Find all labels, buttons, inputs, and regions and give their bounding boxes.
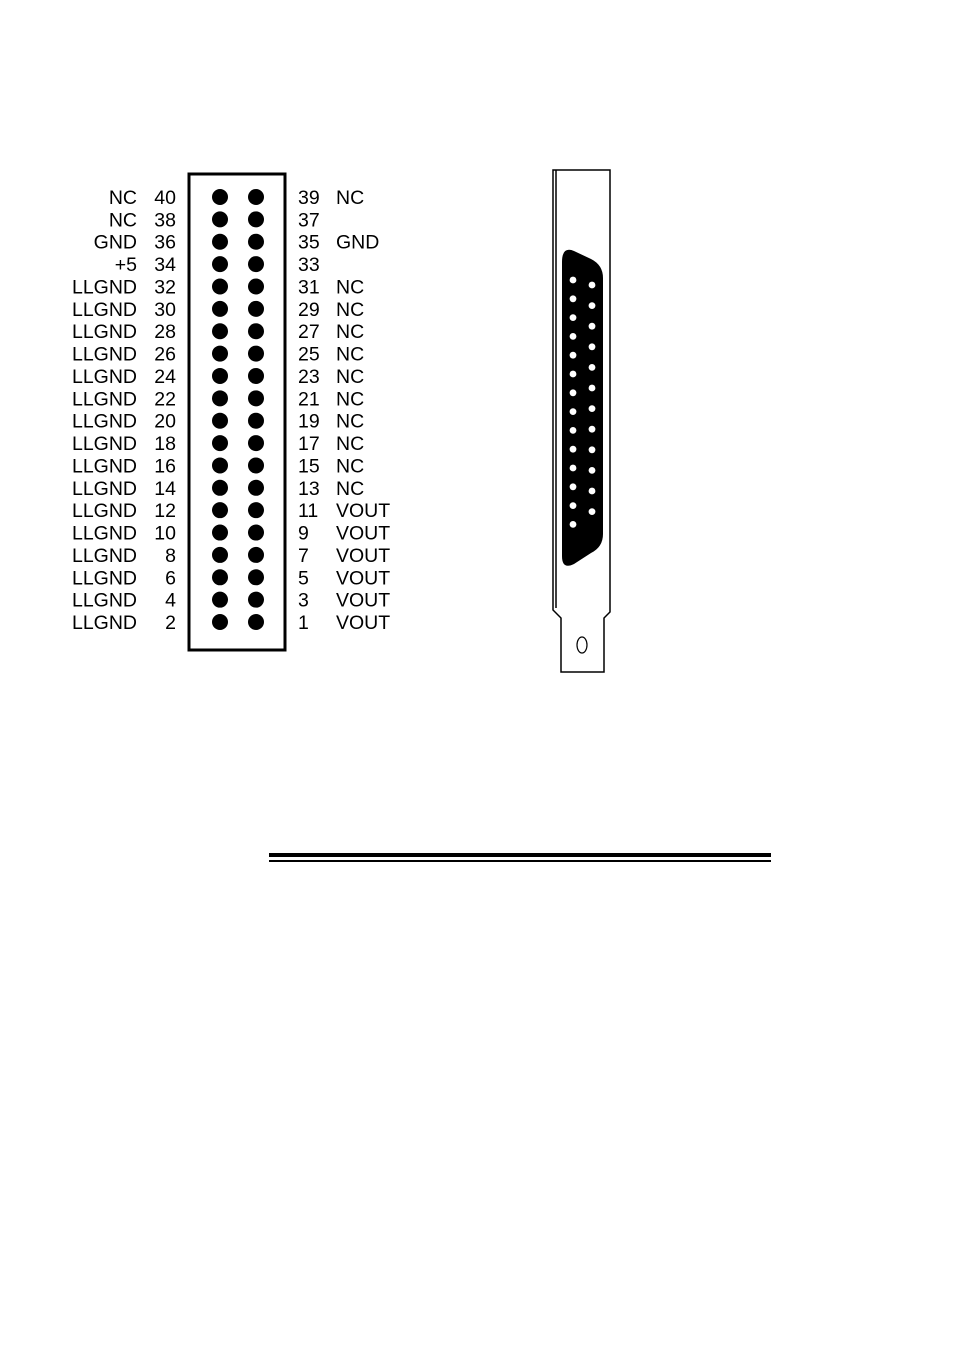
divider-thin-line	[269, 860, 771, 862]
left-signal-label: LLGND	[71, 276, 137, 299]
left-signal-label: LLGND	[71, 544, 137, 567]
right-signal-label: NC	[336, 388, 365, 411]
header-pin-odd	[248, 502, 264, 518]
header-pin-even	[212, 480, 228, 496]
d-sub-pin	[570, 446, 577, 453]
d-sub-pin	[589, 426, 596, 433]
header-pin-even	[212, 569, 228, 585]
header-pin-odd	[248, 614, 264, 630]
left-signal-label: LLGND	[71, 321, 137, 344]
left-pin-number: 8	[165, 544, 176, 567]
d-sub-pin	[570, 352, 577, 359]
left-signal-label: NC	[108, 187, 137, 209]
d-sub-pin	[570, 465, 577, 472]
right-signal-label: NC	[336, 343, 365, 366]
header-pin-odd	[248, 301, 264, 317]
right-signal-label: VOUT	[336, 544, 391, 567]
left-signal-label: LLGND	[71, 410, 137, 433]
header-pin-odd	[248, 525, 264, 541]
section-divider	[269, 853, 771, 862]
d-sub-pin	[570, 502, 577, 509]
left-signal-label: LLGND	[71, 522, 137, 545]
right-pin-number: 17	[298, 433, 320, 456]
header-pin-even	[212, 547, 228, 563]
left-signal-label: NC	[108, 209, 137, 232]
d-sub-pin	[570, 277, 577, 284]
right-pin-number: 31	[298, 276, 320, 299]
right-signal-label: NC	[336, 410, 365, 433]
header-pin-even	[212, 390, 228, 406]
right-signal-label: NC	[336, 187, 365, 209]
right-pin-number: 39	[298, 187, 320, 209]
left-pin-number: 32	[154, 276, 176, 299]
left-signal-label: LLGND	[71, 365, 137, 388]
header-pin-odd	[248, 323, 264, 339]
right-signal-label: VOUT	[336, 567, 391, 590]
header-pin-even	[212, 435, 228, 451]
left-pin-number: 20	[154, 410, 176, 433]
left-pin-number: 16	[154, 455, 176, 478]
right-labels	[298, 187, 390, 634]
left-signal-label: LLGND	[71, 567, 137, 590]
right-pin-number: 3	[298, 589, 309, 612]
right-signal-label: NC	[336, 321, 365, 344]
header-outline	[189, 174, 285, 650]
header-pin-even	[212, 234, 228, 250]
left-signal-label: +5	[114, 254, 137, 277]
right-pin-number: 33	[298, 254, 320, 277]
header-pin-even	[212, 614, 228, 630]
header-pin-even	[212, 211, 228, 227]
d-sub-pin	[589, 467, 596, 474]
left-pin-number: 30	[154, 298, 176, 321]
d-sub-pin	[570, 389, 577, 396]
right-pin-number: 27	[298, 321, 320, 344]
right-signal-label: NC	[336, 455, 365, 478]
header-pin-odd	[248, 480, 264, 496]
header-pin-odd	[248, 390, 264, 406]
header-pin-odd	[248, 189, 264, 205]
d-sub-pin	[589, 282, 596, 289]
left-signal-label: LLGND	[71, 612, 137, 635]
d-sub-pin	[589, 302, 596, 309]
right-signal-label: NC	[336, 433, 365, 456]
d-sub-pin	[589, 323, 596, 330]
header-pin-even	[212, 592, 228, 608]
d-sub-pin	[589, 343, 596, 350]
right-pin-number: 5	[298, 567, 309, 590]
left-signal-label: LLGND	[71, 343, 137, 366]
header-pin-even	[212, 413, 228, 429]
header-pin-odd	[248, 413, 264, 429]
right-pin-number: 35	[298, 231, 320, 254]
d-sub-pin	[570, 521, 577, 528]
header-connector	[72, 174, 390, 650]
right-pin-number: 23	[298, 365, 320, 388]
d-sub-pin	[589, 364, 596, 371]
d-sub-pin	[589, 405, 596, 412]
bracket-screw-hole	[577, 637, 587, 653]
d-sub-pin	[570, 371, 577, 378]
header-pin-odd	[248, 592, 264, 608]
header-pin-odd	[248, 569, 264, 585]
left-signal-label: LLGND	[71, 455, 137, 478]
right-signal-label: NC	[336, 276, 365, 299]
right-signal-label: NC	[336, 477, 365, 500]
left-pin-number: 4	[165, 589, 176, 612]
left-pin-number: 18	[154, 433, 176, 456]
right-signal-label: GND	[336, 231, 380, 254]
left-pin-number: 26	[154, 343, 176, 366]
left-signal-label: LLGND	[71, 388, 137, 411]
header-pin-even	[212, 256, 228, 272]
d-sub-pin	[570, 408, 577, 415]
header-pin-even	[212, 301, 228, 317]
right-pin-number: 7	[298, 544, 309, 567]
left-pin-number: 28	[154, 321, 176, 344]
d-sub-connector-shell	[562, 250, 603, 566]
d-sub-pin	[570, 295, 577, 302]
header-pin-even	[212, 502, 228, 518]
d-sub-pin	[570, 314, 577, 321]
d-sub-pin	[589, 508, 596, 515]
header-pin-odd	[248, 278, 264, 294]
right-signal-label: VOUT	[336, 522, 391, 545]
header-pin-odd	[248, 435, 264, 451]
header-pin-odd	[248, 346, 264, 362]
left-pin-number: 12	[154, 500, 176, 523]
left-signal-label: LLGND	[71, 589, 137, 612]
right-pin-number: 1	[298, 612, 309, 635]
right-signal-label: VOUT	[336, 500, 391, 523]
header-pin-odd	[248, 211, 264, 227]
left-pin-number: 34	[154, 254, 176, 277]
left-pin-number: 2	[165, 612, 176, 635]
left-signal-label: LLGND	[71, 500, 137, 523]
mounting-bracket	[553, 170, 610, 672]
right-pin-number: 21	[298, 388, 320, 411]
header-pin-odd	[248, 457, 264, 473]
left-pin-number: 10	[154, 522, 176, 545]
d-sub-pin	[589, 385, 596, 392]
header-pin-odd	[248, 234, 264, 250]
d-sub-pin	[589, 446, 596, 453]
header-pin-even	[212, 323, 228, 339]
header-pins	[212, 189, 264, 630]
header-pin-even	[212, 457, 228, 473]
left-signal-label: LLGND	[71, 477, 137, 500]
header-pin-odd	[248, 256, 264, 272]
d-sub-pin	[570, 427, 577, 434]
d-sub-pin	[570, 333, 577, 340]
right-pin-number: 37	[298, 209, 320, 232]
left-signal-label: LLGND	[71, 433, 137, 456]
right-pin-number: 11	[298, 500, 319, 523]
left-pin-number: 14	[154, 477, 176, 500]
right-pin-number: 15	[298, 455, 320, 478]
right-pin-number: 13	[298, 477, 320, 500]
right-signal-label: NC	[336, 365, 365, 388]
header-pin-even	[212, 278, 228, 294]
header-pin-odd	[248, 368, 264, 384]
header-pin-odd	[248, 547, 264, 563]
left-labels	[72, 187, 176, 634]
left-pin-number: 6	[165, 567, 176, 590]
left-signal-label: LLGND	[71, 298, 137, 321]
right-signal-label: VOUT	[336, 612, 391, 635]
right-pin-number: 9	[298, 522, 309, 545]
right-pin-number: 29	[298, 298, 320, 321]
header-pin-even	[212, 189, 228, 205]
left-signal-label: GND	[93, 231, 137, 254]
d-sub-pin	[589, 488, 596, 495]
right-signal-label: VOUT	[336, 589, 391, 612]
right-signal-label: NC	[336, 298, 365, 321]
left-pin-number: 22	[154, 388, 176, 411]
header-pin-even	[212, 346, 228, 362]
header-pin-even	[212, 525, 228, 541]
left-pin-number: 36	[154, 231, 176, 254]
header-pin-even	[212, 368, 228, 384]
right-pin-number: 25	[298, 343, 320, 366]
left-pin-number: 38	[154, 209, 176, 232]
left-pin-number: 40	[154, 187, 176, 209]
left-pin-number: 24	[154, 365, 176, 388]
divider-thick-line	[269, 853, 771, 857]
d-sub-pin	[570, 483, 577, 490]
right-pin-number: 19	[298, 410, 320, 433]
